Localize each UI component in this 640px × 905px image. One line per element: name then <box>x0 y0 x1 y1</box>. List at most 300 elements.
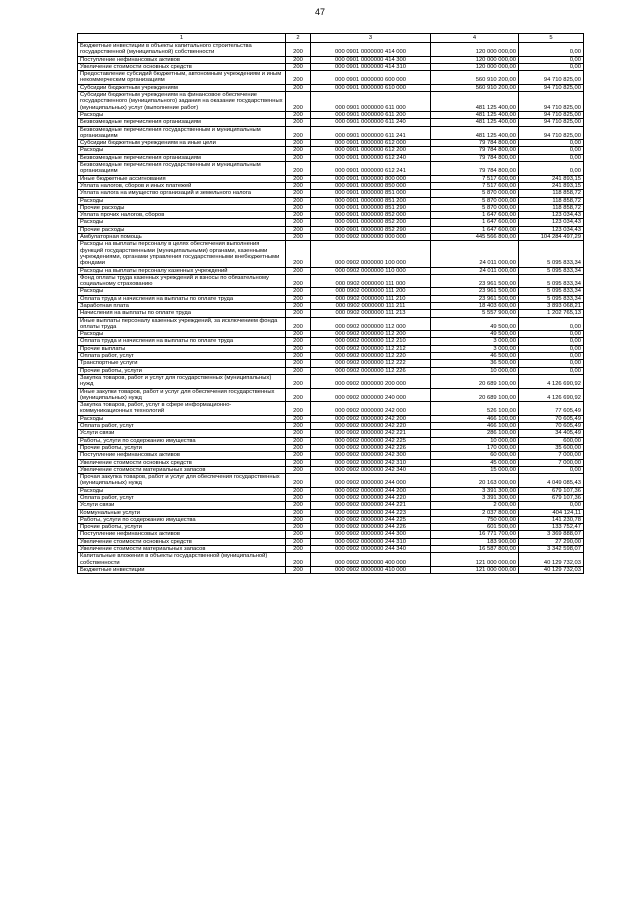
table-row <box>78 345 584 352</box>
row-name-cell: Прочие расходы <box>78 204 286 211</box>
row-exec-cell: 94 710 825,00 <box>519 92 584 112</box>
row-plan-cell: 16 771 700,00 <box>431 531 519 538</box>
row-name-cell: Безвозмездные перечисления организациям <box>78 119 286 126</box>
row-code-cell: 000 0902 0000000 100 000 <box>311 241 431 267</box>
table-row <box>78 367 584 374</box>
table-row <box>78 226 584 233</box>
row-name-cell: Прочие работы, услуги <box>78 367 286 374</box>
row-code-cell: 000 0902 0000000 112 222 <box>311 360 431 367</box>
row-col2-cell: 200 <box>286 531 311 538</box>
row-code-cell: 000 0901 0000000 851 290 <box>311 204 431 211</box>
row-col2-cell: 200 <box>286 553 311 567</box>
row-exec-cell: 0,00 <box>519 345 584 352</box>
table-row <box>78 444 584 451</box>
row-code-cell: 000 0902 0000000 242 200 <box>311 415 431 422</box>
row-col2-cell: 200 <box>286 566 311 573</box>
row-col2-cell: 200 <box>286 317 311 331</box>
table-row <box>78 353 584 360</box>
table-row <box>78 43 584 57</box>
row-plan-cell: 286 100,00 <box>431 430 519 437</box>
header-col-5: 5 <box>519 34 584 43</box>
row-plan-cell: 79 784 800,00 <box>431 162 519 176</box>
row-exec-cell: 40 129 732,03 <box>519 566 584 573</box>
table-row <box>78 126 584 140</box>
row-plan-cell: 5 870 000,00 <box>431 204 519 211</box>
row-exec-cell: 0,00 <box>519 502 584 509</box>
row-exec-cell: 5 095 833,34 <box>519 267 584 274</box>
row-code-cell: 000 0902 0000000 112 210 <box>311 338 431 345</box>
row-name-cell: Увеличение стоимости основных средств <box>78 459 286 466</box>
row-name-cell: Иные выплаты персоналу казенных учреждений, за исключением фонда оплаты труда <box>78 317 286 331</box>
row-plan-cell: 23 961 500,00 <box>431 274 519 288</box>
row-exec-cell: 123 034,43 <box>519 226 584 233</box>
table-row <box>78 56 584 63</box>
row-col2-cell: 200 <box>286 56 311 63</box>
table-row <box>78 553 584 567</box>
row-code-cell: 000 0902 0000000 000 000 <box>311 234 431 241</box>
row-exec-cell: 133 752,47 <box>519 524 584 531</box>
row-code-cell: 000 0901 0000000 852 000 <box>311 212 431 219</box>
row-code-cell: 000 0901 0000000 852 200 <box>311 219 431 226</box>
row-exec-cell: 77 605,49 <box>519 402 584 416</box>
table-row <box>78 190 584 197</box>
row-plan-cell: 5 870 000,00 <box>431 197 519 204</box>
table-row <box>78 204 584 211</box>
row-plan-cell: 16 587 800,00 <box>431 546 519 553</box>
row-code-cell: 000 0902 0000000 242 221 <box>311 430 431 437</box>
row-exec-cell: 0,00 <box>519 367 584 374</box>
row-exec-cell: 94 710 825,00 <box>519 84 584 91</box>
row-code-cell: 000 0902 0000000 111 210 <box>311 295 431 302</box>
table-row <box>78 111 584 118</box>
row-code-cell: 000 0902 0000000 242 220 <box>311 423 431 430</box>
header-row <box>78 34 584 43</box>
table-row <box>78 267 584 274</box>
row-name-cell: Фонд оплаты труда казенных учреждений и взносы по обязательному социальному страхованию <box>78 274 286 288</box>
header-col-3: 3 <box>311 34 431 43</box>
row-name-cell: Расходы <box>78 331 286 338</box>
row-name-cell: Оплата работ, услуг <box>78 353 286 360</box>
row-exec-cell: 0,00 <box>519 338 584 345</box>
row-col2-cell: 200 <box>286 444 311 451</box>
table-row <box>78 516 584 523</box>
row-code-cell: 000 0902 0000000 112 200 <box>311 331 431 338</box>
row-name-cell: Увеличение стоимости материальных запасов <box>78 466 286 473</box>
row-code-cell: 000 0902 0000000 242 000 <box>311 402 431 416</box>
row-name-cell: Увеличение стоимости материальных запасов <box>78 546 286 553</box>
row-name-cell: Субсидии бюджетным учреждениям на финансовое обеспечение государственного (муниципального) задания на оказание государственных (муниципальных) услуг (выполнение работ) <box>78 92 286 112</box>
row-plan-cell: 183 900,00 <box>431 538 519 545</box>
row-plan-cell: 121 000 000,00 <box>431 566 519 573</box>
row-name-cell: Прочие выплаты <box>78 345 286 352</box>
table-row <box>78 212 584 219</box>
row-name-cell: Безвозмездные перечисления государственным и муниципальным организациям <box>78 126 286 140</box>
row-exec-cell: 141 230,78 <box>519 516 584 523</box>
row-exec-cell: 40 129 732,03 <box>519 553 584 567</box>
row-name-cell: Работы, услуги по содержанию имущества <box>78 437 286 444</box>
row-code-cell: 000 0901 0000000 600 000 <box>311 71 431 85</box>
row-col2-cell: 200 <box>286 538 311 545</box>
row-col2-cell: 200 <box>286 524 311 531</box>
row-exec-cell: 94 710 825,00 <box>519 126 584 140</box>
row-code-cell: 000 0901 0000000 800 000 <box>311 175 431 182</box>
table-row <box>78 71 584 85</box>
row-col2-cell: 200 <box>286 345 311 352</box>
row-code-cell: 000 0902 0000000 400 000 <box>311 553 431 567</box>
row-exec-cell: 70 605,49 <box>519 415 584 422</box>
row-exec-cell: 3 369 888,07 <box>519 531 584 538</box>
header-col-1: 1 <box>78 34 286 43</box>
row-plan-cell: 49 500,00 <box>431 331 519 338</box>
table-row <box>78 182 584 189</box>
row-col2-cell: 200 <box>286 516 311 523</box>
row-exec-cell: 7 000,00 <box>519 452 584 459</box>
table-row <box>78 338 584 345</box>
row-name-cell: Предоставление субсидий бюджетным, автономным учреждениям и иным некоммерческим организациям <box>78 71 286 85</box>
row-name-cell: Расходы <box>78 415 286 422</box>
row-exec-cell: 0,00 <box>519 56 584 63</box>
row-code-cell: 000 0902 0000000 242 226 <box>311 444 431 451</box>
row-col2-cell: 200 <box>286 212 311 219</box>
row-code-cell: 000 0902 0000000 200 000 <box>311 374 431 388</box>
table-row <box>78 241 584 267</box>
row-col2-cell: 200 <box>286 226 311 233</box>
row-name-cell: Коммунальные услуги <box>78 509 286 516</box>
row-code-cell: 000 0902 0000000 242 340 <box>311 466 431 473</box>
row-col2-cell: 200 <box>286 182 311 189</box>
row-code-cell: 000 0902 0000000 244 225 <box>311 516 431 523</box>
table-row <box>78 331 584 338</box>
row-col2-cell: 200 <box>286 274 311 288</box>
row-code-cell: 000 0902 0000000 242 225 <box>311 437 431 444</box>
row-exec-cell: 27 290,00 <box>519 538 584 545</box>
row-exec-cell: 123 034,43 <box>519 212 584 219</box>
row-code-cell: 000 0901 0000000 414 000 <box>311 43 431 57</box>
row-name-cell: Заработная плата <box>78 302 286 309</box>
row-name-cell: Начисления на выплаты по оплате труда <box>78 310 286 317</box>
row-col2-cell: 200 <box>286 162 311 176</box>
row-plan-cell: 24 011 000,00 <box>431 267 519 274</box>
header-col-4: 4 <box>431 34 519 43</box>
row-name-cell: Поступление нефинансовых активов <box>78 531 286 538</box>
row-plan-cell: 481 125 400,00 <box>431 92 519 112</box>
row-plan-cell: 20 689 100,00 <box>431 388 519 402</box>
row-col2-cell: 200 <box>286 495 311 502</box>
table-row <box>78 437 584 444</box>
row-col2-cell: 200 <box>286 140 311 147</box>
row-exec-cell: 0,00 <box>519 140 584 147</box>
row-code-cell: 000 0902 0000000 244 220 <box>311 495 431 502</box>
row-exec-cell: 70 605,49 <box>519 423 584 430</box>
row-plan-cell: 10 000,00 <box>431 437 519 444</box>
row-plan-cell: 466 100,00 <box>431 423 519 430</box>
row-plan-cell: 23 961 500,00 <box>431 288 519 295</box>
row-exec-cell: 0,00 <box>519 162 584 176</box>
row-plan-cell: 1 647 600,00 <box>431 226 519 233</box>
row-col2-cell: 200 <box>286 241 311 267</box>
row-col2-cell: 200 <box>286 84 311 91</box>
row-exec-cell: 4 049 085,43 <box>519 474 584 488</box>
table-row <box>78 524 584 531</box>
table-row <box>78 288 584 295</box>
row-name-cell: Прочие расходы <box>78 226 286 233</box>
row-name-cell: Расходы <box>78 487 286 494</box>
row-col2-cell: 200 <box>286 474 311 488</box>
row-col2-cell: 200 <box>286 295 311 302</box>
table-row <box>78 566 584 573</box>
row-plan-cell: 170 000,00 <box>431 444 519 451</box>
row-code-cell: 000 0902 0000000 242 300 <box>311 452 431 459</box>
row-plan-cell: 15 000,00 <box>431 466 519 473</box>
row-name-cell: Уплата налога на имущество организаций и земельного налога <box>78 190 286 197</box>
row-plan-cell: 49 500,00 <box>431 317 519 331</box>
table-row <box>78 92 584 112</box>
row-name-cell: Поступление нефинансовых активов <box>78 56 286 63</box>
row-col2-cell: 200 <box>286 310 311 317</box>
row-name-cell: Закупка товаров, работ, услуг в сфере информационно-коммуникационных технологий <box>78 402 286 416</box>
row-col2-cell: 200 <box>286 423 311 430</box>
row-col2-cell: 200 <box>286 459 311 466</box>
row-code-cell: 000 0902 0000000 244 200 <box>311 487 431 494</box>
row-exec-cell: 0,00 <box>519 43 584 57</box>
row-plan-cell: 10 000,00 <box>431 367 519 374</box>
table-row <box>78 495 584 502</box>
row-plan-cell: 46 500,00 <box>431 353 519 360</box>
row-exec-cell: 94 710 825,00 <box>519 111 584 118</box>
row-plan-cell: 1 647 600,00 <box>431 219 519 226</box>
row-code-cell: 000 0901 0000000 611 000 <box>311 92 431 112</box>
row-col2-cell: 200 <box>286 190 311 197</box>
row-code-cell: 000 0902 0000000 112 000 <box>311 317 431 331</box>
row-plan-cell: 79 784 800,00 <box>431 140 519 147</box>
row-exec-cell: 3 342 598,07 <box>519 546 584 553</box>
row-exec-cell: 118 858,72 <box>519 197 584 204</box>
row-exec-cell: 5 095 833,34 <box>519 295 584 302</box>
row-name-cell: Расходы <box>78 219 286 226</box>
row-code-cell: 000 0901 0000000 851 000 <box>311 190 431 197</box>
row-name-cell: Безвозмездные перечисления организациям <box>78 154 286 161</box>
row-plan-cell: 20 689 100,00 <box>431 374 519 388</box>
row-name-cell: Прочая закупка товаров, работ и услуг для обеспечения государственных (муниципальных) нужд <box>78 474 286 488</box>
table-row <box>78 154 584 161</box>
row-name-cell: Субсидии бюджетным учреждениям на иные цели <box>78 140 286 147</box>
table-row <box>78 415 584 422</box>
row-name-cell: Услуги связи <box>78 502 286 509</box>
row-exec-cell: 3 893 068,21 <box>519 302 584 309</box>
row-col2-cell: 200 <box>286 487 311 494</box>
row-name-cell: Капитальные вложения в объекты государственной (муниципальной) собственности <box>78 553 286 567</box>
row-plan-cell: 45 000,00 <box>431 459 519 466</box>
row-col2-cell: 200 <box>286 267 311 274</box>
row-exec-cell: 35 600,00 <box>519 444 584 451</box>
row-exec-cell: 0,00 <box>519 353 584 360</box>
row-code-cell: 000 0902 0000000 110 000 <box>311 267 431 274</box>
row-code-cell: 000 0902 0000000 111 213 <box>311 310 431 317</box>
row-col2-cell: 200 <box>286 388 311 402</box>
row-plan-cell: 24 011 000,00 <box>431 241 519 267</box>
row-exec-cell: 94 710 825,00 <box>519 71 584 85</box>
table-row <box>78 487 584 494</box>
row-col2-cell: 200 <box>286 43 311 57</box>
row-plan-cell: 36 500,00 <box>431 360 519 367</box>
table-row <box>78 274 584 288</box>
row-col2-cell: 200 <box>286 119 311 126</box>
table-row <box>78 84 584 91</box>
row-col2-cell: 200 <box>286 92 311 112</box>
row-exec-cell: 5 095 833,34 <box>519 274 584 288</box>
page-number: 47 <box>314 7 325 17</box>
row-plan-cell: 481 125 400,00 <box>431 111 519 118</box>
row-exec-cell: 4 126 690,92 <box>519 374 584 388</box>
row-name-cell: Расходы <box>78 111 286 118</box>
row-col2-cell: 200 <box>286 219 311 226</box>
row-name-cell: Бюджетные инвестиции в объекты капитального строительства государственной (муниципальной) собственности <box>78 43 286 57</box>
row-name-cell: Работы, услуги по содержанию имущества <box>78 516 286 523</box>
row-plan-cell: 560 910 200,00 <box>431 84 519 91</box>
row-plan-cell: 3 000,00 <box>431 338 519 345</box>
row-name-cell: Прочие работы, услуги <box>78 524 286 531</box>
row-col2-cell: 200 <box>286 175 311 182</box>
row-code-cell: 000 0901 0000000 611 241 <box>311 126 431 140</box>
row-exec-cell: 241 893,15 <box>519 182 584 189</box>
row-exec-cell: 5 095 833,34 <box>519 241 584 267</box>
row-col2-cell: 200 <box>286 437 311 444</box>
row-col2-cell: 200 <box>286 331 311 338</box>
row-name-cell: Поступление нефинансовых активов <box>78 452 286 459</box>
row-exec-cell: 94 710 825,00 <box>519 119 584 126</box>
row-plan-cell: 20 163 000,00 <box>431 474 519 488</box>
row-col2-cell: 200 <box>286 353 311 360</box>
row-plan-cell: 60 000,00 <box>431 452 519 459</box>
row-name-cell: Бюджетные инвестиции <box>78 566 286 573</box>
row-col2-cell: 200 <box>286 466 311 473</box>
row-name-cell: Закупка товаров, работ и услуг для государственных (муниципальных) нужд <box>78 374 286 388</box>
row-plan-cell: 1 647 600,00 <box>431 212 519 219</box>
row-code-cell: 000 0901 0000000 611 240 <box>311 119 431 126</box>
row-exec-cell: 7 000,00 <box>519 459 584 466</box>
row-code-cell: 000 0901 0000000 414 310 <box>311 63 431 70</box>
row-plan-cell: 121 000 000,00 <box>431 553 519 567</box>
row-exec-cell: 679 107,36 <box>519 495 584 502</box>
row-code-cell: 000 0901 0000000 850 000 <box>311 182 431 189</box>
row-col2-cell: 200 <box>286 546 311 553</box>
row-plan-cell: 79 784 800,00 <box>431 154 519 161</box>
row-code-cell: 000 0902 0000000 244 340 <box>311 546 431 553</box>
header-col-2: 2 <box>286 34 311 43</box>
row-exec-cell: 600,00 <box>519 437 584 444</box>
row-col2-cell: 200 <box>286 71 311 85</box>
row-code-cell: 000 0902 0000000 244 000 <box>311 474 431 488</box>
row-code-cell: 000 0901 0000000 414 300 <box>311 56 431 63</box>
row-plan-cell: 3 391 300,00 <box>431 487 519 494</box>
row-code-cell: 000 0902 0000000 112 226 <box>311 367 431 374</box>
row-name-cell: Расходы <box>78 288 286 295</box>
row-plan-cell: 2 037 800,00 <box>431 509 519 516</box>
row-exec-cell: 118 858,72 <box>519 204 584 211</box>
row-code-cell: 000 0902 0000000 242 310 <box>311 459 431 466</box>
row-plan-cell: 445 566 800,00 <box>431 234 519 241</box>
row-plan-cell: 526 100,00 <box>431 402 519 416</box>
table-row <box>78 423 584 430</box>
table-row <box>78 175 584 182</box>
row-name-cell: Расходы на выплаты персоналу казенных учреждений <box>78 267 286 274</box>
row-plan-cell: 466 100,00 <box>431 415 519 422</box>
row-exec-cell: 0,00 <box>519 317 584 331</box>
row-exec-cell: 4 126 690,92 <box>519 388 584 402</box>
row-code-cell: 000 0902 0000000 244 226 <box>311 524 431 531</box>
row-col2-cell: 200 <box>286 126 311 140</box>
row-name-cell: Иные закупки товаров, работ и услуг для обеспечения государственных (муниципальных) нужд <box>78 388 286 402</box>
row-col2-cell: 200 <box>286 154 311 161</box>
row-exec-cell: 0,00 <box>519 154 584 161</box>
table-row <box>78 430 584 437</box>
row-plan-cell: 481 125 400,00 <box>431 119 519 126</box>
row-exec-cell: 0,00 <box>519 331 584 338</box>
row-code-cell: 000 0901 0000000 612 200 <box>311 147 431 154</box>
table-row <box>78 466 584 473</box>
row-plan-cell: 3 391 300,00 <box>431 495 519 502</box>
table-row <box>78 147 584 154</box>
row-name-cell: Безвозмездные перечисления государственным и муниципальным организациям <box>78 162 286 176</box>
row-col2-cell: 200 <box>286 302 311 309</box>
table-row <box>78 374 584 388</box>
row-exec-cell: 5 095 833,34 <box>519 288 584 295</box>
row-code-cell: 000 0902 0000000 111 211 <box>311 302 431 309</box>
row-col2-cell: 200 <box>286 204 311 211</box>
row-name-cell: Расходы <box>78 197 286 204</box>
row-code-cell: 000 0901 0000000 852 290 <box>311 226 431 233</box>
table-row <box>78 219 584 226</box>
row-name-cell: Увеличение стоимости основных средств <box>78 63 286 70</box>
row-exec-cell: 118 858,72 <box>519 190 584 197</box>
row-name-cell: Прочие работы, услуги <box>78 444 286 451</box>
table-row <box>78 509 584 516</box>
row-col2-cell: 200 <box>286 509 311 516</box>
row-name-cell: Расходы <box>78 147 286 154</box>
row-code-cell: 000 0901 0000000 610 000 <box>311 84 431 91</box>
row-name-cell: Субсидии бюджетным учреждениям <box>78 84 286 91</box>
row-code-cell: 000 0902 0000000 244 300 <box>311 531 431 538</box>
row-code-cell: 000 0902 0000000 112 220 <box>311 353 431 360</box>
row-col2-cell: 200 <box>286 374 311 388</box>
row-col2-cell: 200 <box>286 452 311 459</box>
table-row <box>78 459 584 466</box>
row-col2-cell: 200 <box>286 367 311 374</box>
row-plan-cell: 7 517 600,00 <box>431 175 519 182</box>
row-plan-cell: 5 870 000,00 <box>431 190 519 197</box>
row-plan-cell: 3 000,00 <box>431 345 519 352</box>
table-row <box>78 317 584 331</box>
row-col2-cell: 200 <box>286 234 311 241</box>
row-col2-cell: 200 <box>286 415 311 422</box>
row-name-cell: Амбулаторная помощь <box>78 234 286 241</box>
row-col2-cell: 200 <box>286 197 311 204</box>
row-exec-cell: 404 124,11 <box>519 509 584 516</box>
row-code-cell: 000 0902 0000000 111 200 <box>311 288 431 295</box>
row-code-cell: 000 0902 0000000 244 221 <box>311 502 431 509</box>
row-code-cell: 000 0902 0000000 240 000 <box>311 388 431 402</box>
table-row <box>78 295 584 302</box>
row-code-cell: 000 0901 0000000 612 241 <box>311 162 431 176</box>
table-row <box>78 119 584 126</box>
row-code-cell: 000 0902 0000000 111 000 <box>311 274 431 288</box>
table-row <box>78 546 584 553</box>
row-name-cell: Уплата прочих налогов, сборов <box>78 212 286 219</box>
row-name-cell: Оплата работ, услуг <box>78 423 286 430</box>
row-exec-cell: 1 202 765,13 <box>519 310 584 317</box>
row-plan-cell: 481 125 400,00 <box>431 126 519 140</box>
table-row <box>78 310 584 317</box>
